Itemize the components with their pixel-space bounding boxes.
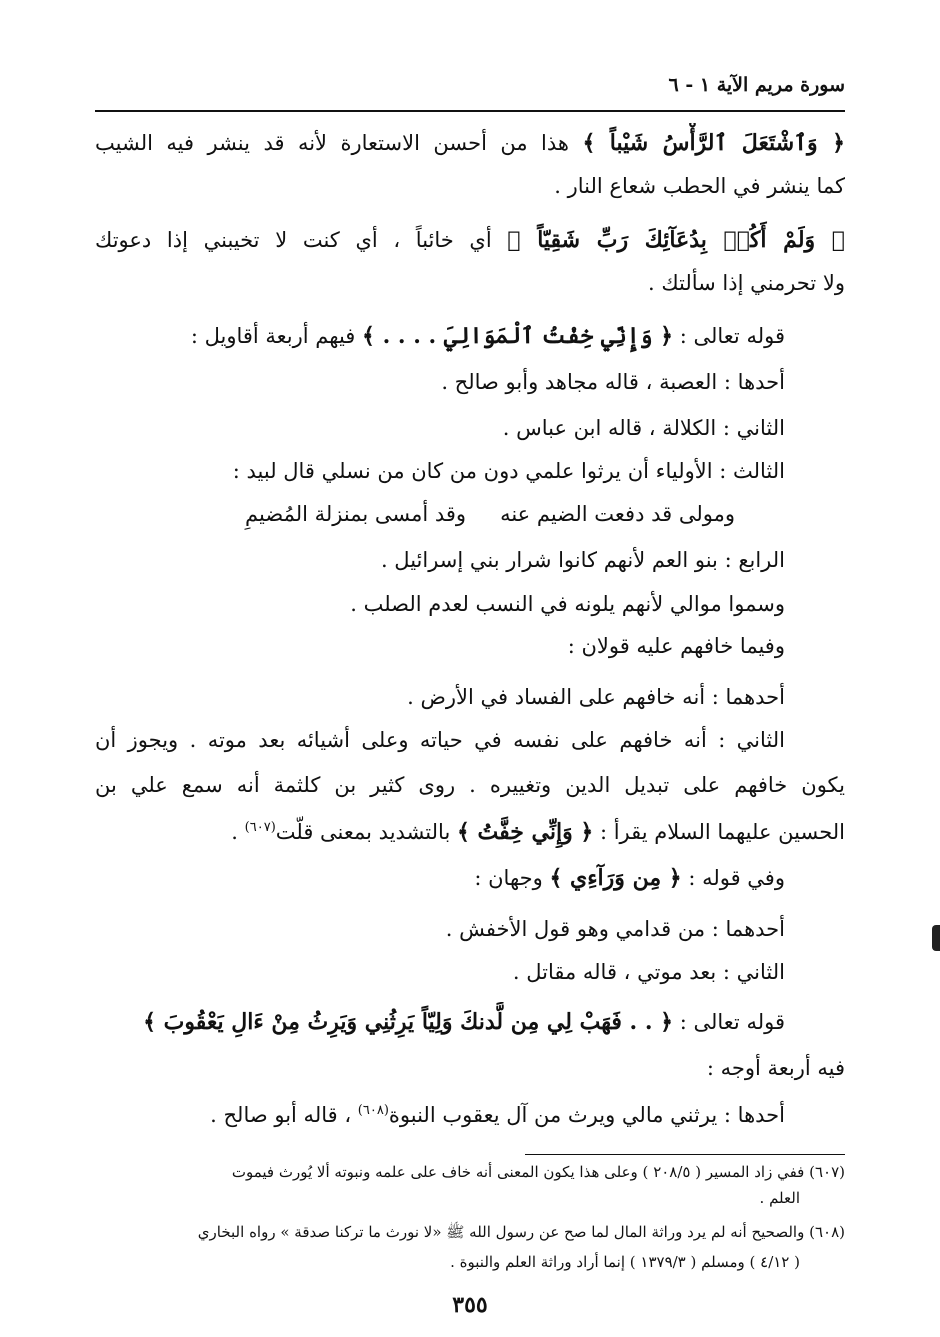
text-span: . <box>231 820 245 844</box>
text-line <box>95 909 845 949</box>
text-line <box>95 858 845 898</box>
poem-hemistich-2: وقد أمسى بمنزلة المُضيمِ <box>245 502 467 526</box>
text-span: الثاني : الكلالة ، قاله ابن عباس . <box>502 416 785 440</box>
text-span: بالتشديد بمعنى قلّت <box>275 820 457 844</box>
text-span: أحدها : يرثني مالي ويرث من آل يعقوب النبوة <box>388 1103 785 1127</box>
text-span: وفيما خافهم عليه قولان : <box>567 634 785 658</box>
text-span: فيهم أربعة أقاويل : <box>190 324 363 348</box>
footnote-text: العلم . <box>759 1189 800 1207</box>
text-span: وسموا موالي لأنهم يلونه في النسب لعدم الصلب . <box>350 592 785 616</box>
quran-verse: ﴿ وَإِنِّي خِفْتُ ٱلْمَوَالِيَ . . . . ﴾ <box>362 323 674 349</box>
text-span: قوله تعالى : <box>673 1010 785 1034</box>
footnote-line <box>95 1250 845 1274</box>
poem-hemistich-1: ومولى قد دفعت الضيم عنه <box>500 502 735 526</box>
text-span: أحدها : العصبة ، قاله مجاهد وأبو صالح . <box>441 370 785 394</box>
text-line <box>95 316 845 356</box>
text-line <box>95 362 845 402</box>
text-span: أحدهما : من قدامي وهو قول الأخفش . <box>445 917 785 941</box>
footnote-text: (٦٠٧) ففي زاد المسير ( ٢٠٨/٥ ) وعلى هذا يكون المعنى أنه خاف على علمه ونبوته ألا يُورث فيموت <box>231 1163 845 1181</box>
text-line <box>95 1091 845 1131</box>
text-line <box>95 408 845 448</box>
quran-verse: ﴿ وَلَمْ أَكُنۢ بِدُعَآئِكَ رَبِّ شَقِيّاً ﴾ <box>507 227 845 253</box>
text-span: وفي قوله : <box>681 866 785 890</box>
text-line <box>95 952 845 992</box>
text-span: فيه أربعة أوجه : <box>706 1056 845 1080</box>
quran-verse: ﴿ وَٱشْتَعَلَ ٱلرَّأْسُ شَيْباً ﴾ <box>582 130 845 156</box>
header-title: سورة مريم الآية ١ - ٦ <box>668 74 845 96</box>
text-span: قوله تعالى : <box>673 324 785 348</box>
running-header <box>95 70 845 104</box>
text-span: الثاني : أنه خافهم على نفسه في حياته وعلى أشيائه بعد موته . ويجوز أن <box>95 728 785 752</box>
text-span: كما ينشر في الحطب شعاع النار . <box>554 174 845 198</box>
text-line <box>95 626 845 666</box>
text-line <box>95 540 845 580</box>
text-line <box>95 123 845 163</box>
text-line <box>95 677 845 717</box>
footnote-line <box>95 1160 845 1184</box>
text-line <box>95 1002 845 1042</box>
text-line <box>95 765 845 805</box>
text-line <box>95 808 845 848</box>
text-span: الثالث : الأولياء أن يرثوا علمي دون من كان من نسلي قال لبيد : <box>232 459 785 483</box>
text-line <box>95 451 845 491</box>
text-span: الحسين عليهما السلام يقرأ : <box>593 820 845 844</box>
text-span: الثاني : بعد موتي ، قاله مقاتل . <box>512 960 785 984</box>
text-line <box>95 220 845 260</box>
quran-verse: ﴿ . . فَهَبْ لِي مِن لَّدنكَ وَلِيّاً يَرِثُنِي وَيَرِثُ مِنْ ءَالِ يَعْقُوبَ ﴾ <box>143 1009 674 1035</box>
text-span: ، قاله أبو صالح . <box>210 1103 358 1127</box>
footnote-ref[interactable]: (٦٠٨) <box>357 1103 389 1118</box>
poem-line <box>95 494 845 534</box>
text-line <box>95 584 845 624</box>
text-span: الرابع : بنو العم لأنهم كانوا شرار بني إسرائيل . <box>380 548 785 572</box>
text-line <box>95 720 845 760</box>
text-line <box>95 1048 845 1088</box>
text-span: أحدهما : أنه خافهم على الفساد في الأرض . <box>407 685 785 709</box>
footnote-text: (٦٠٨) والصحيح أنه لم يرد وراثة المال لما صح عن رسول الله ﷺ «لا نورث ما تركنا صدقة » رواه البخاري <box>197 1223 845 1241</box>
footnote-line <box>95 1220 845 1244</box>
text-span: هذا من أحسن الاستعارة لأنه قد ينشر فيه الشيب <box>95 131 583 155</box>
page-number: ٣٥٥ <box>452 1292 488 1318</box>
text-span: أي خائباً ، أي كنت لا تخيبني إذا دعوتك <box>95 228 508 252</box>
quran-verse: ﴿ وَإِنِّي خِفَّتُ ﴾ <box>456 819 594 845</box>
quran-verse: ﴿ مِن وَرَآءِي ﴾ <box>549 865 682 891</box>
footnote-text: ( ٤/١٢ ) ومسلم ( ١٣٧٩/٣ ) إنما أراد وراثة العلم والنبوة . <box>450 1253 800 1271</box>
text-line <box>95 166 845 206</box>
text-span: يكون خافهم على تبديل الدين وتغييره . روى كثير بن كلثمة أنه سمع علي بن <box>95 773 845 797</box>
page-edge-mark <box>932 925 940 951</box>
text-span: وجهان : <box>474 866 550 890</box>
footnote-ref[interactable]: (٦٠٧) <box>244 820 276 835</box>
footnote-rule <box>525 1154 845 1155</box>
text-line <box>95 263 845 303</box>
text-span: ولا تحرمني إذا سألتك . <box>647 271 845 295</box>
footnote-line <box>95 1186 845 1210</box>
header-rule <box>95 110 845 112</box>
